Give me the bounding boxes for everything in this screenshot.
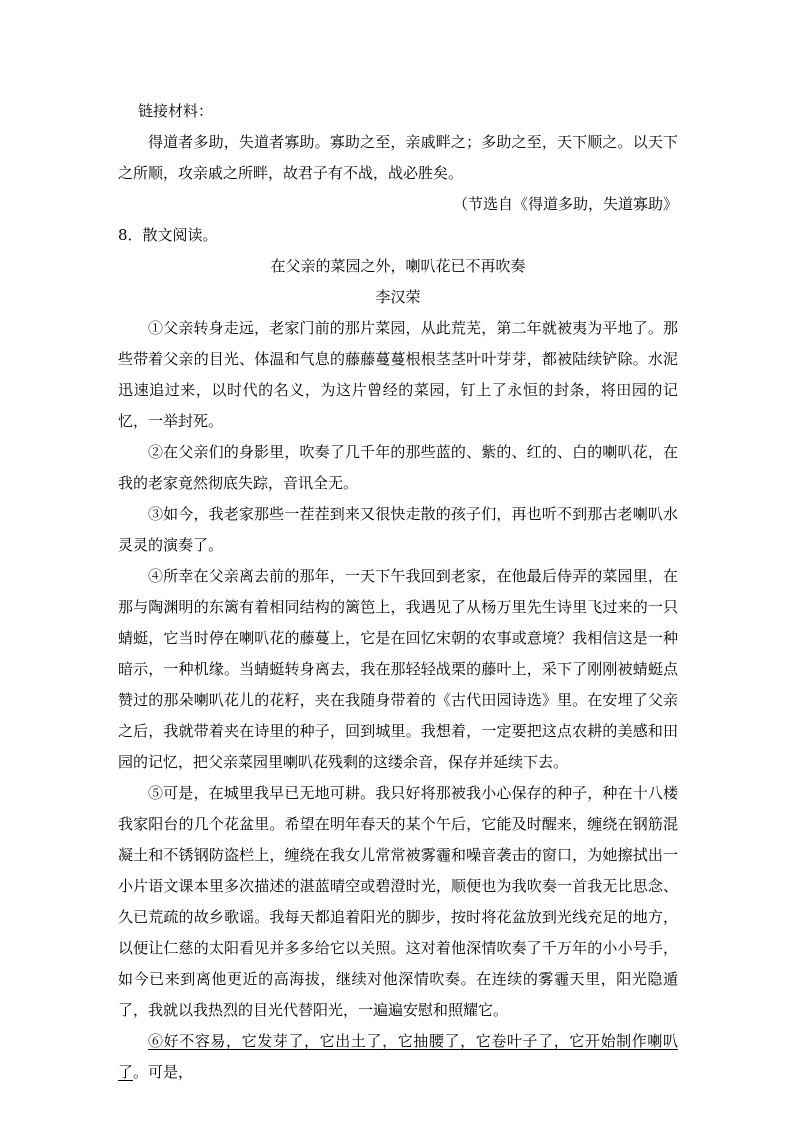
essay-paragraph-3: ③如今，我老家那些一茬茬到来又很快走散的孩子们，再也听不到那古老喇叭水灵灵的演奏了。 xyxy=(118,505,678,554)
section-heading: 8．散文阅读。 xyxy=(118,226,218,244)
link-material-text: 得道者多助，失道者寡助。寡助之至，亲戚畔之；多助之至，天下顺之。以天下之所顺，攻亲戚之所畔，故君子有不战，战必胜矣。 xyxy=(118,133,678,182)
link-material-label: 链接材料： xyxy=(138,102,214,120)
essay-paragraph-2: ②在父亲们的身影里，吹奏了几千年的那些蓝的、紫的、红的、白的喇叭花，在我的老家竟然彻底失踪，音讯全无。 xyxy=(118,443,678,492)
underlined-sentence: ⑥好不容易，它发芽了，它出土了，它抽腰了，它卷叶子了，它开始制作喇叭了 xyxy=(118,1032,678,1081)
link-material-source: （节选自《得道多助，失道寡助》 xyxy=(452,195,678,213)
essay-author: 李汉荣 xyxy=(375,288,421,306)
essay-title: 在父亲的菜园之外，喇叭花已不再吹奏 xyxy=(270,257,526,275)
essay-paragraph-5: ⑤可是，在城里我早已无地可耕。我只好将那被我小心保存的种子，种在十八楼我家阳台的几个花盆里。希望在明年春天的某个午后，它能及时醒来，缠绕在钢筋混凝土和不锈钢防盗栏上，缠绕在我女儿常常被雾霾和噪音袭击的窗口，为她擦拭出一小片语文课本里多次描述的湛蓝晴空或碧澄时光，顺便也为我吹奏一首我无比思念、久已荒疏的故乡歌谣。我每天都追着阳光的脚步，按时将花盆放到光线充足的地方，以便让仁慈的太阳看见并多多给它以关照。这对着他深情吹奏了千万年的小小号手，如今已来到离他更近的高海拔，继续对他深情吹奏。在连续的雾霾天里，阳光隐遁了，我就以我热烈的目光代替阳光，一遍遍安慰和照耀它。 xyxy=(118,784,678,1019)
document-content xyxy=(118,96,678,1088)
essay-paragraph-1: ①父亲转身走远，老家门前的那片菜园，从此荒芜，第二年就被夷为平地了。那些带着父亲的目光、体温和气息的藤藤蔓蔓根根茎茎叶叶芽芽，都被陆续铲除。水泥迅速追过来，以时代的名义，为这片曾经的菜园，钉上了永恒的封条，将田园的记忆，一举封死。 xyxy=(118,319,678,430)
essay-paragraph-6-rest: 。可是， xyxy=(133,1063,194,1081)
essay-paragraph-6 xyxy=(118,1026,678,1088)
essay-paragraph-4: ④所幸在父亲离去前的那年，一天下午我回到老家，在他最后侍弄的菜园里，在那与陶渊明的东篱有着相同结构的篱笆上，我遇见了从杨万里先生诗里飞过来的一只蜻蜓，它当时停在喇叭花的藤蔓上，它是在回忆宋朝的农事或意境？我相信这是一种暗示，一种机缘。当蜻蜓转身离去，我在那轻轻战栗的藤叶上，采下了刚刚被蜻蜓点赞过的那朵喇叭花儿的花籽，夹在我随身带着的《古代田园诗选》里。在安埋了父亲之后，我就带着夹在诗里的种子，回到城里。我想着，一定要把这点农耕的美感和田园的记忆，把父亲菜园里喇叭花残剩的这缕余音，保存并延续下去。 xyxy=(118,567,678,771)
